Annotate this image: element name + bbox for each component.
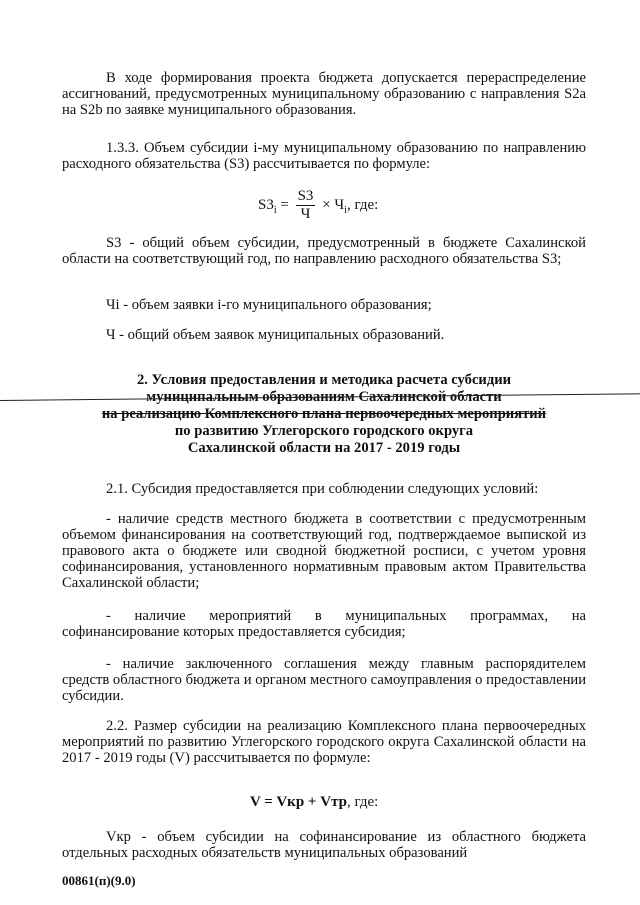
formula-lhs: S3 — [258, 196, 274, 213]
formula-fraction — [296, 188, 316, 223]
heading-line-1: 2. Условия предоставления и методика расчета субсидии — [136, 372, 512, 388]
paragraph-1-3-3: 1.3.3. Объем субсидии i-му муниципальному образованию по направлению расходного обязательства (S3) рассчитывается по формуле: — [62, 140, 586, 172]
paragraph-ch-definition: Ч - общий объем заявок муниципальных образований. — [106, 327, 445, 343]
formula-s3 — [258, 188, 378, 223]
document-code: 00861(п)(9.0) — [62, 873, 136, 888]
paragraph-vkr-definition: Vкр - объем субсидии на софинансирование из областного бюджета отдельных расходных обязательств муниципальных образований — [62, 829, 586, 861]
formula-tail: , где: — [346, 196, 379, 213]
paragraph-condition-budget: - наличие средств местного бюджета в соответствии с предусмотренным объемом финансирования на соответствующий год, подтверждаемое выпиской из правового акта о бюджете или сводной бюджетной росписи, с учетом уровня софинансирования, установленного нормативным правовым актом Правительства Сахалинской области; — [62, 511, 586, 591]
formula-ch: Ч — [334, 196, 345, 213]
heading-line-4: по развитию Углегорского городского округа — [174, 423, 474, 439]
formula-lhs-sub: i — [273, 204, 277, 216]
paragraph-condition-agreement: - наличие заключенного соглашения между главным распорядителем средств областного бюджета и органом местного самоуправления о предоставлении субсидии. — [62, 656, 586, 704]
heading-line-3: на реализацию Комплексного плана первоочередных мероприятий — [101, 406, 547, 422]
section-heading — [62, 372, 586, 457]
formula-equals: = — [280, 196, 289, 213]
formula-v-tail: , где: — [346, 794, 379, 810]
paragraph-2-1: 2.1. Субсидия предоставляется при соблюдении следующих условий: — [106, 481, 539, 497]
paragraph-chi-definition: Чi - объем заявки i-го муниципального образования; — [106, 297, 432, 313]
formula-numerator: S3 — [297, 188, 314, 204]
heading-line-2: муниципальным образованиям Сахалинской области — [146, 389, 502, 405]
formula-times: × — [322, 196, 331, 213]
paragraph-condition-programs: - наличие мероприятий в муниципальных программах, на софинансирование которых предоставляется субсидия; — [62, 608, 586, 640]
paragraph-redistribution: В ходе формирования проекта бюджета допускается перераспределение ассигнований, предусмотренных муниципальному образованию с направления S2a на S2b по заявке муниципального образования. — [62, 70, 586, 118]
heading-line-5: Сахалинской области на 2017 - 2019 годы — [187, 440, 461, 456]
formula-denominator: Ч — [300, 206, 311, 222]
formula-ch-sub: i — [344, 204, 347, 216]
paragraph-2-2: 2.2. Размер субсидии на реализацию Комплексного плана первоочередных мероприятий по развитию Углегорского городского округа Сахалинской области на 2017 - 2019 годы (V) рассчитывается по формуле: — [62, 718, 586, 766]
formula-v-expression: V = Vкр + Vтр — [250, 794, 347, 810]
formula-v — [250, 794, 378, 811]
paragraph-s3-definition: S3 - общий объем субсидии, предусмотренный в бюджете Сахалинской области на соответствующий год, по направлению расходного обязательства S3; — [62, 235, 586, 267]
